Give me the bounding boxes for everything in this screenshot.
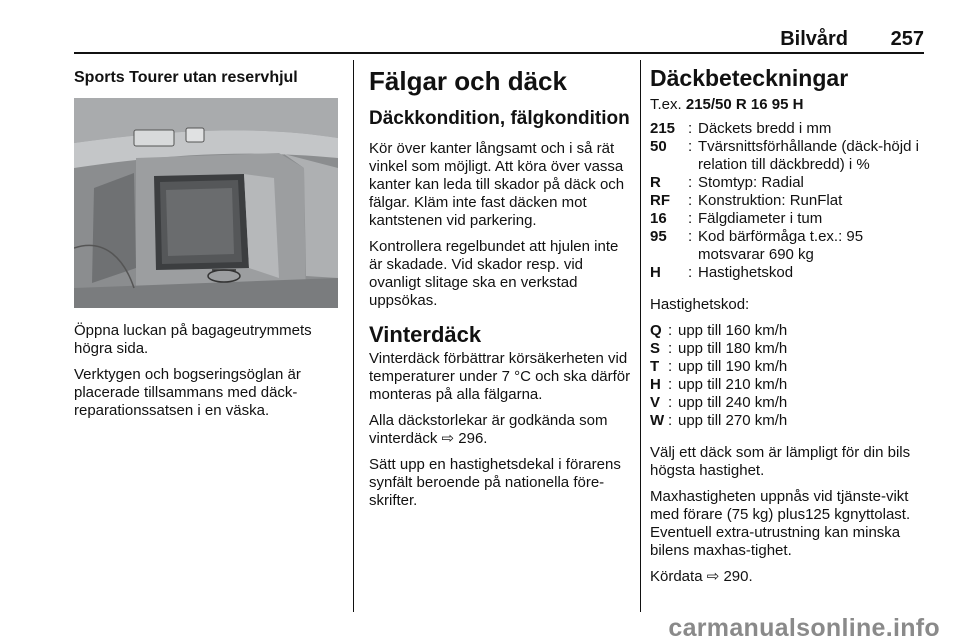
speed-value: upp till 210 km/h (678, 376, 788, 393)
code-key: 16 (650, 210, 667, 227)
code-value: Kod bärförmåga t.ex.: 95 motsvarar 690 kg (698, 228, 864, 263)
list-item: W : upp till 270 km/h (650, 412, 928, 430)
page-footer (0, 612, 960, 642)
code-key: R (650, 174, 661, 191)
speed-value: upp till 190 km/h (678, 358, 788, 375)
code-value: Fälgdiameter i tum (698, 210, 823, 227)
header-rule (74, 52, 924, 54)
speed-code-list (650, 322, 928, 430)
list-item: V : upp till 240 km/h (650, 394, 928, 412)
cargo-compartment-illustration (74, 98, 338, 308)
list-item: 215 : Däckets bredd i mm (650, 120, 928, 138)
column-divider-2 (640, 60, 641, 612)
column-middle (369, 60, 633, 518)
speed-key: T (650, 358, 660, 375)
speed-value: upp till 180 km/h (678, 340, 788, 357)
list-item: H : upp till 210 km/h (650, 376, 928, 394)
subsection-heading: Sports Tourer utan reservhjul (74, 69, 298, 86)
paragraph: Kör över kanter långsamt och i så rät vinkel som möjligt. Att köra över vassa kanter kan leda till skador på däck och fälgar. Kläm inte fast däcken mot kantstenen vid parkering. (369, 140, 625, 229)
code-value: Hastighetskod (698, 264, 794, 281)
example-code: 215/50 R 16 95 H (685, 96, 804, 113)
list-item: T : upp till 190 km/h (650, 358, 928, 376)
code-value: Tvärsnittsförhållande (däck-höjd i relation till däckbredd) i % (698, 138, 919, 173)
code-value: Stomtyp: Radial (698, 174, 804, 191)
page-header (0, 0, 960, 56)
paragraph: Öppna luckan på bagageutrymmets högra sida. (74, 322, 312, 357)
column-divider-1 (353, 60, 354, 612)
speed-value: upp till 270 km/h (678, 412, 788, 429)
code-key: 50 (650, 138, 667, 155)
speed-key: W (650, 412, 665, 429)
list-item: RF : Konstruktion: RunFlat (650, 192, 928, 210)
speed-value: upp till 160 km/h (678, 322, 788, 339)
tyre-code-example (650, 96, 928, 114)
list-item: 95 : Kod bärförmåga t.ex.: 95 motsvarar 690 kg (650, 228, 928, 264)
paragraph: Maxhastigheten uppnås vid tjänste-vikt med förare (75 kg) plus125 kgnyttolast. Eventuell extra-utrustning kan minska bilens maxhas-tighet. (650, 488, 911, 559)
speed-key: V (650, 394, 661, 411)
watermark: carmanualsonline.info (668, 614, 940, 642)
cargo-compartment-image (74, 98, 338, 308)
list-item: H : Hastighetskod (650, 264, 928, 282)
section-heading: Vinterdäck (369, 322, 482, 347)
speed-key: S (650, 340, 661, 357)
speed-code-label: Hastighetskod: (650, 296, 750, 313)
paragraph: Vinterdäck förbättrar körsäkerheten vid temperaturer under 7 °C och ska därför monteras på alla fälgarna. (369, 350, 631, 403)
code-value: Däckets bredd i mm (698, 120, 832, 137)
example-prefix: T.ex. (650, 96, 682, 113)
page-number: 257 (890, 28, 924, 50)
list-item: R : Stomtyp: Radial (650, 174, 928, 192)
paragraph: Välj ett däck som är lämpligt för din bils högsta hastighet. (650, 444, 911, 479)
section-heading: Däckkondition, fälgkondition (369, 108, 630, 129)
speed-value: upp till 240 km/h (678, 394, 788, 411)
list-item: S : upp till 180 km/h (650, 340, 928, 358)
column-left (74, 60, 338, 428)
section-title: Bilvård (780, 28, 848, 50)
tyre-code-list (650, 120, 928, 282)
chapter-title: Fälgar och däck (369, 66, 567, 96)
list-item: 16 : Fälgdiameter i tum (650, 210, 928, 228)
speed-key: Q (650, 322, 662, 339)
paragraph: Kontrollera regelbundet att hjulen inte är skadade. Vid skador resp. vid ovanligt slitage ska en verkstad uppsökas. (369, 238, 619, 309)
section-title: Däckbeteckningar (650, 65, 849, 91)
paragraph: Alla däckstorlekar är godkända som vinterdäck ⇨ 296. (369, 412, 608, 447)
code-value: Konstruktion: RunFlat (698, 192, 843, 209)
paragraph: Sätt upp en hastighetsdekal i förarens synfält beroende på nationella före-skrifter. (369, 456, 621, 509)
paragraph: Kördata ⇨ 290. (650, 568, 753, 585)
list-item: 50 : Tvärsnittsförhållande (däck-höjd i relation till däckbredd) i % (650, 138, 928, 174)
column-right (650, 60, 928, 594)
paragraph: Verktygen och bogseringsöglan är placerade tillsammans med däck-reparationssatsen i en väska. (74, 366, 301, 419)
list-item: Q : upp till 160 km/h (650, 322, 928, 340)
code-key: H (650, 264, 661, 281)
code-key: 95 (650, 228, 667, 245)
code-key: 215 (650, 120, 676, 137)
speed-key: H (650, 376, 661, 393)
code-key: RF (650, 192, 670, 209)
